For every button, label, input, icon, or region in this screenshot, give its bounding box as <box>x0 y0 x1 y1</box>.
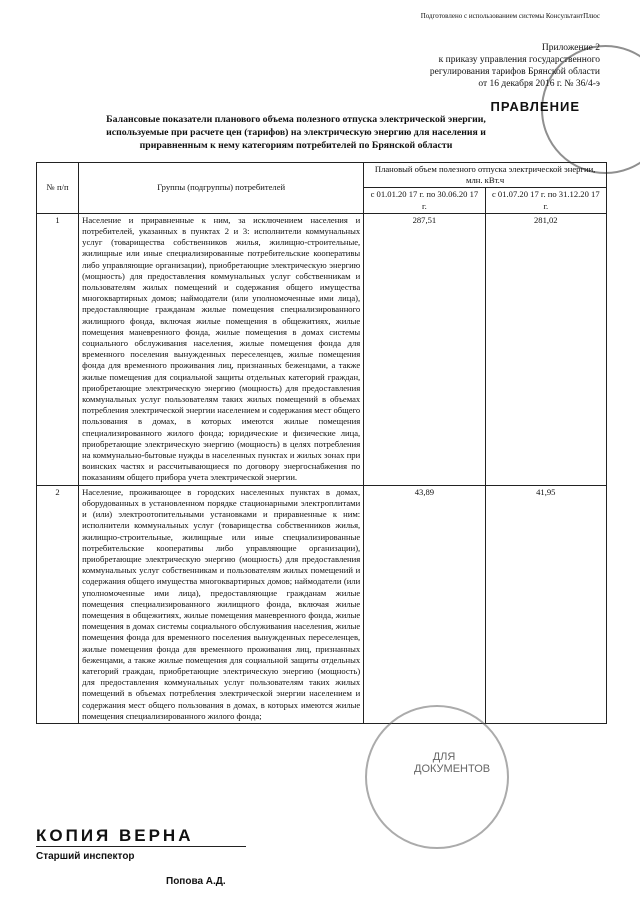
appendix-line2: к приказу управления государственного <box>438 55 600 65</box>
document-title: Балансовые показатели планового объема полезного отпуска электрической энергии, используемые при расчете цен (тарифов) на электрическую энергию для населения и приравненным к нему категориям потребителей по Брянской области <box>106 114 486 151</box>
col-volume-header: Плановый объем полезного отпуска электрической энергии, млн. кВт.ч <box>364 163 607 188</box>
faded-stamp-line2: ДОКУМЕНТОВ <box>414 763 491 775</box>
table-row <box>37 213 607 485</box>
copy-stamp-title: КОПИЯ ВЕРНА <box>36 826 246 847</box>
consumer-balance-table <box>36 162 607 724</box>
prepared-note: Подготовлено с использованием системы КонсультантПлюс <box>420 12 600 20</box>
period1-header: с 01.01.20 17 г. по 30.06.20 17 г. <box>364 188 485 213</box>
faded-stamp-line1: ДЛЯ <box>432 751 456 763</box>
inspector-name: Попова А.Д. <box>166 876 226 887</box>
row-value-period1: 43,89 <box>364 485 485 723</box>
appendix-line3: регулирования тарифов Брянской области <box>429 67 600 77</box>
row-description: Население и приравненные к ним, за исключением населения и потребителей, указанных в пунктах 2 и 3: исполнители коммунальных услуг (товарищества собственников жилья, жилищно-строительные, жилищные или иные специализированные потребительские кооперативы либо управляющие организации), приобретающие электрическую энергию (мощность) для предоставления коммунальных услуг собственникам и пользователям жилых помещений и содержания общего имущества многоквартирных домов; наймодатели (или уполномоченные ими лица), предоставляющие гражданам жилые помещения специализированного жилищного фонда, включая жилые помещения в общежитиях, жилые помещения маневренного фонда, жилые помещения в домах системы социального обслуживания населения, жилые помещения фонда для временного поселения вынужденных переселенцев, жилые помещения фонда для временного проживания лиц, признанных беженцами, а также жилые помещения для социальной защиты отдельных категорий граждан, приобретающие электрическую энергию (мощность) для предоставления коммунальных услуг пользователям таких жилых помещений в объемах потребления электрической энергии населением и содержания мест общего пользования в домах, в которых имеются жилые помещения специализированного жилого фонда; юридические и физические лица, приобретающие электрическую энергию (мощность) в целях потребления на коммунально-бытовые нужды в населенных пунктах и жилых зонах при воинских частях и рассчитывающиеся по договору энергоснабжения по показаниям общего прибора учета электрической энергии. <box>79 213 364 485</box>
row-description: Население, проживающее в городских населенных пунктах в домах, оборудованных в установленном порядке стационарными электроплитами и (или) электроотопительными установками и приравненные к ним: исполнители коммунальных услуг (товарищества собственников жилья, жилищно-строительные, жилищные или иные специализированные потребительские кооперативы либо управляющие организации), приобретающие электрическую энергию (мощность) для предоставления коммунальных услуг собственникам и пользователям жилых помещений и содержания общего имущества многоквартирных домов; наймодатели (или уполномоченные ими лица), предоставляющие гражданам жилые помещения специализированного жилищного фонда, включая жилые помещения в общежитиях, жилые помещения маневренного фонда, жилые помещения в домах системы социального обслуживания населения, жилые помещения фонда для временного поселения вынужденных переселенцев, жилые помещения фонда для временного проживания лиц, признанных беженцами, а также жилые помещения для социальной защиты отдельных категорий граждан, приобретающие электрическую энергию (мощность) для предоставления коммунальных услуг пользователям таких жилых помещений в объемах потребления электрической энергии населением и содержания мест общего пользования в домах, в которых имеются жилые помещения специализированного жилого фонда; <box>79 485 364 723</box>
row-value-period2: 281,02 <box>485 213 606 485</box>
seal-text: ПРАВЛЕНИЕ <box>490 99 580 114</box>
copy-certified-stamp <box>36 826 246 887</box>
row-number: 2 <box>37 485 79 723</box>
col-group-header: Группы (подгруппы) потребителей <box>79 163 364 214</box>
inspector-role: Старший инспектор <box>36 851 135 862</box>
row-number: 1 <box>37 213 79 485</box>
row-value-period2: 41,95 <box>485 485 606 723</box>
table-row <box>37 485 607 723</box>
appendix-line1: Приложение 2 <box>541 43 600 53</box>
row-value-period1: 287,51 <box>364 213 485 485</box>
faded-stamp-text <box>414 751 491 775</box>
period2-header: с 01.07.20 17 г. по 31.12.20 17 г. <box>485 188 606 213</box>
col-num-header: № п/п <box>37 163 79 214</box>
appendix-line4: от 16 декабря 2016 г. № 36/4-э <box>478 79 600 89</box>
faded-round-stamp <box>365 705 509 849</box>
